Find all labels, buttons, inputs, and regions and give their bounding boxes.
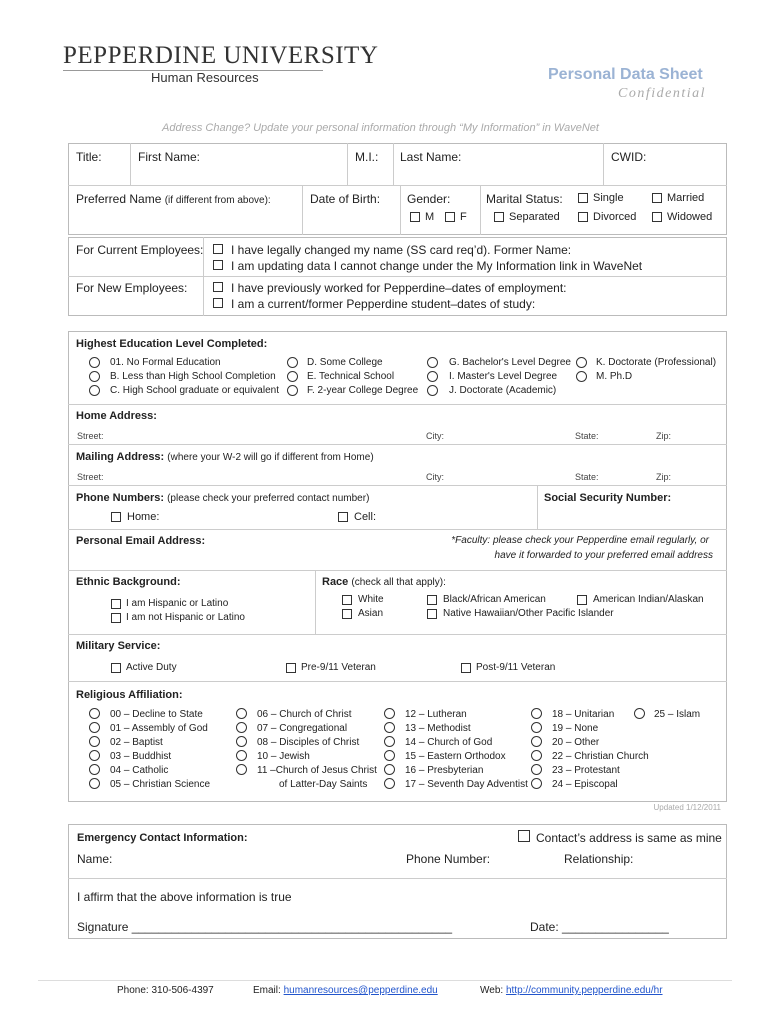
phone-numbers-note: (please check your preferred contact number) [167,493,370,504]
phone-numbers-title: Phone Numbers: [76,492,165,504]
religion-19-label: 19 – None [552,723,599,734]
same-address-checkbox[interactable] [518,830,530,842]
religious-affiliation-label: Religious Affiliation: [76,689,183,701]
previously-worked-checkbox[interactable] [213,282,223,292]
hispanic-checkbox[interactable] [111,599,121,609]
divider [68,485,727,486]
title-field[interactable]: Title: [76,150,102,164]
faculty-note-line1: *Faculty: please check your Pepperdine email regularly, or [451,535,709,546]
gender-label: Gender: [407,192,451,206]
edu-d-label: D. Some College [307,357,383,368]
mailing-address-title: Mailing Address: [76,451,165,463]
religion-10-label: 10 – Jewish [257,751,310,762]
address-change-note: Address Change? Update your personal information through “My Information” in WaveNet [162,122,599,134]
marital-widowed-label: Widowed [667,211,713,223]
signature-field[interactable]: Signature ________________________________________________ [77,920,453,934]
edu-i-label: I. Master's Level Degree [449,371,558,382]
religion-03-label: 03 – Buddhist [110,751,172,762]
religion-12-radio[interactable] [384,708,395,719]
student-checkbox[interactable] [213,298,223,308]
gender-f-checkbox[interactable] [445,212,455,222]
current-employees-label: For Current Employees: [76,243,204,257]
race-black-label: Black/African American [443,594,546,605]
edu-j-radio[interactable] [427,385,438,396]
footer-email [253,985,438,996]
edu-b-label: B. Less than High School Completion [110,371,276,382]
emergency-name-field[interactable]: Name: [77,852,113,866]
last-name-field[interactable]: Last Name: [400,150,462,164]
religion-23-radio[interactable] [531,764,542,775]
updating-data-checkbox[interactable] [213,260,223,270]
race-title: Race [322,576,349,588]
race-american-indian-checkbox[interactable] [577,595,587,605]
religion-10-radio[interactable] [236,750,247,761]
religion-02-label: 02 – Baptist [110,737,163,748]
religion-11-radio[interactable] [236,764,247,775]
edu-i-radio[interactable] [427,371,438,382]
religion-08-label: 08 – Disciples of Christ [257,737,360,748]
footer-web-link[interactable]: http://community.pepperdine.edu/hr [505,985,663,996]
edu-e-label: E. Technical School [307,371,395,382]
mailing-zip-field[interactable]: Zip: [656,472,672,482]
same-address-label: Contact’s address is same as mine [536,831,722,845]
religion-22-label: 22 – Christian Church [552,751,649,762]
dob-field[interactable]: Date of Birth: [310,192,381,206]
religion-04-label: 04 – Catholic [110,765,169,776]
religion-12-label: 12 – Lutheran [405,709,467,720]
divider [537,485,538,529]
edu-d-radio[interactable] [287,357,298,368]
home-phone-field[interactable]: Home: [127,511,160,523]
divider [302,185,303,235]
phone-numbers-label [76,492,369,504]
student-label: I am a current/former Pepperdine student–dates of study: [231,297,536,311]
edu-f-radio[interactable] [287,385,298,396]
edu-m-label: M. Ph.D [596,371,633,382]
divider [603,143,604,185]
race-hawaiian-label: Native Hawaiian/Other Pacific Islander [443,608,614,619]
religion-05-radio[interactable] [89,778,100,789]
edu-g-label: G. Bachelor's Level Degree [449,357,571,368]
divider [480,185,481,235]
marital-separated-checkbox[interactable] [494,212,504,222]
not-hispanic-label: I am not Hispanic or Latino [126,612,245,623]
marital-married-checkbox[interactable] [652,193,662,203]
mailing-address-label [76,451,374,463]
home-address-title: Home Address: [76,410,157,422]
divider [68,878,727,879]
home-city-field[interactable]: City: [426,431,444,441]
divider [68,185,727,186]
marital-divorced-checkbox[interactable] [578,212,588,222]
edu-k-radio[interactable] [576,357,587,368]
religion-11-label: 11 –Church of Jesus Christ [257,765,377,776]
divider [68,404,727,405]
footer-email-label: Email: [253,985,281,996]
edu-c-label: C. High School graduate or equivalent [110,385,279,396]
first-name-field[interactable]: First Name: [138,150,201,164]
marital-separated-label: Separated [509,211,560,223]
post-911-checkbox[interactable] [461,663,471,673]
religion-00-radio[interactable] [89,708,100,719]
gender-m-checkbox[interactable] [410,212,420,222]
education-label: Highest Education Level Completed: [76,338,268,350]
edu-m-radio[interactable] [576,371,587,382]
marital-single-label: Single [593,192,624,204]
edu-k-label: K. Doctorate (Professional) [596,357,717,368]
footer-email-link[interactable]: humanresources@pepperdine.edu [283,985,438,996]
religion-08-radio[interactable] [236,736,247,747]
home-state-field[interactable]: State: [575,431,599,441]
religion-06-label: 06 – Church of Christ [257,709,352,720]
religion-05-label: 05 – Christian Science [110,779,211,790]
religion-20-label: 20 – Other [552,737,600,748]
divider [68,276,727,277]
religion-15-radio[interactable] [384,750,395,761]
footer-web [480,985,663,996]
footer-rule [38,980,732,981]
divider [68,681,727,682]
mailing-city-field[interactable]: City: [426,472,444,482]
religion-16-radio[interactable] [384,764,395,775]
religion-18-label: 18 – Unitarian [552,709,615,720]
race-white-checkbox[interactable] [342,595,352,605]
divider [347,143,348,185]
religion-25-label: 25 – Islam [654,709,701,720]
religion-01-label: 01 – Assembly of God [110,723,208,734]
post-911-label: Post-9/11 Veteran [476,662,556,673]
religion-25-radio[interactable] [634,708,645,719]
divider [68,444,727,445]
form-title: Personal Data Sheet [548,66,703,83]
religion-02-radio[interactable] [89,736,100,747]
preferred-name-field[interactable] [76,192,271,206]
divider [400,185,401,235]
updating-data-label: I am updating data I cannot change under the My Information link in WaveNet [231,259,643,273]
religion-11-label-cont: of Latter-Day Saints [279,779,368,790]
religion-17-radio[interactable] [384,778,395,789]
mailing-street-field[interactable]: Street: [77,472,104,482]
religion-23-label: 23 – Protestant [552,765,620,776]
divider [68,634,727,635]
edu-c-radio[interactable] [89,385,100,396]
religion-06-radio[interactable] [236,708,247,719]
mi-field[interactable]: M.I.: [355,150,379,164]
religion-18-radio[interactable] [531,708,542,719]
mailing-state-field[interactable]: State: [575,472,599,482]
gender-f-label: F [460,211,467,223]
university-name: PEPPERDINE UNIVERSITY [63,42,379,69]
race-white-label: White [358,594,384,605]
edu-01-label: 01. No Formal Education [110,357,221,368]
race-black-checkbox[interactable] [427,595,437,605]
religion-07-label: 07 – Congregational [257,723,348,734]
ethnic-background-label: Ethnic Background: [76,576,181,588]
name-changed-checkbox[interactable] [213,244,223,254]
ssn-field[interactable]: Social Security Number: [544,492,672,504]
emergency-contact-label: Emergency Contact Information: [77,832,248,844]
emergency-phone-field[interactable]: Phone Number: [406,852,491,866]
religion-22-radio[interactable] [531,750,542,761]
footer-phone: Phone: 310-506-4397 [117,985,214,996]
religion-14-label: 14 – Church of God [405,737,493,748]
home-address-label [76,410,157,422]
edu-f-label: F. 2-year College Degree [307,385,419,396]
religion-13-radio[interactable] [384,722,395,733]
pre-911-checkbox[interactable] [286,663,296,673]
marital-married-label: Married [667,192,705,204]
marital-divorced-label: Divorced [593,211,637,223]
divider [68,570,727,571]
edu-b-radio[interactable] [89,371,100,382]
race-asian-checkbox[interactable] [342,609,352,619]
religion-14-radio[interactable] [384,736,395,747]
race-asian-label: Asian [358,608,384,619]
divider [315,570,316,634]
preferred-name-note: (if different from above): [164,195,271,206]
active-duty-label: Active Duty [126,662,177,673]
department-name: Human Resources [151,70,259,85]
edu-01-radio[interactable] [89,357,100,368]
religion-24-label: 24 – Episcopal [552,779,618,790]
home-zip-field[interactable]: Zip: [656,431,672,441]
hispanic-label: I am Hispanic or Latino [126,598,229,609]
race-note: (check all that apply): [351,577,446,588]
gender-m-label: M [425,211,435,223]
cwid-field[interactable]: CWID: [611,150,647,164]
religion-00-label: 00 – Decline to State [110,709,203,720]
divider [393,143,394,185]
divider [68,529,727,530]
new-employees-label: For New Employees: [76,281,188,295]
updated-date: Updated 1/12/2011 [653,803,721,812]
religion-16-label: 16 – Presbyterian [405,765,484,776]
religion-17-label: 17 – Seventh Day Adventist [405,779,528,790]
race-label [322,576,446,588]
marital-label: Marital Status: [486,192,563,206]
divider [130,143,131,185]
name-changed-label: I have legally changed my name (SS card req’d). Former Name: [231,243,572,257]
signature-date-field[interactable]: Date: ________________ [530,920,669,934]
personal-email-field[interactable]: Personal Email Address: [76,535,206,547]
edu-g-radio[interactable] [427,357,438,368]
race-hawaiian-checkbox[interactable] [427,609,437,619]
confidential-label: Confidential [618,86,706,101]
cell-phone-checkbox[interactable] [338,512,348,522]
home-street-field[interactable]: Street: [77,431,104,441]
religion-13-label: 13 – Methodist [405,723,471,734]
footer-web-label: Web: [480,985,504,996]
religion-20-radio[interactable] [531,736,542,747]
religion-03-radio[interactable] [89,750,100,761]
religion-07-radio[interactable] [236,722,247,733]
military-service-label: Military Service: [76,640,161,652]
cell-phone-field[interactable]: Cell: [354,511,377,523]
edu-e-radio[interactable] [287,371,298,382]
not-hispanic-checkbox[interactable] [111,613,121,623]
religion-19-radio[interactable] [531,722,542,733]
religion-01-radio[interactable] [89,722,100,733]
preferred-name-label: Preferred Name [76,192,162,206]
active-duty-checkbox[interactable] [111,663,121,673]
marital-widowed-checkbox[interactable] [652,212,662,222]
marital-single-checkbox[interactable] [578,193,588,203]
race-american-indian-label: American Indian/Alaskan [593,594,704,605]
mailing-address-note: (where your W-2 will go if different from Home) [167,452,374,463]
emergency-relationship-field[interactable]: Relationship: [564,852,634,866]
affirm-statement: I affirm that the above information is true [77,890,292,904]
pre-911-label: Pre-9/11 Veteran [301,662,376,673]
faculty-note-line2: have it forwarded to your preferred email address [494,550,713,561]
religion-04-radio[interactable] [89,764,100,775]
home-phone-checkbox[interactable] [111,512,121,522]
religion-15-label: 15 – Eastern Orthodox [405,751,506,762]
edu-j-label: J. Doctorate (Academic) [449,385,557,396]
previously-worked-label: I have previously worked for Pepperdine–dates of employment: [231,281,567,295]
religion-24-radio[interactable] [531,778,542,789]
